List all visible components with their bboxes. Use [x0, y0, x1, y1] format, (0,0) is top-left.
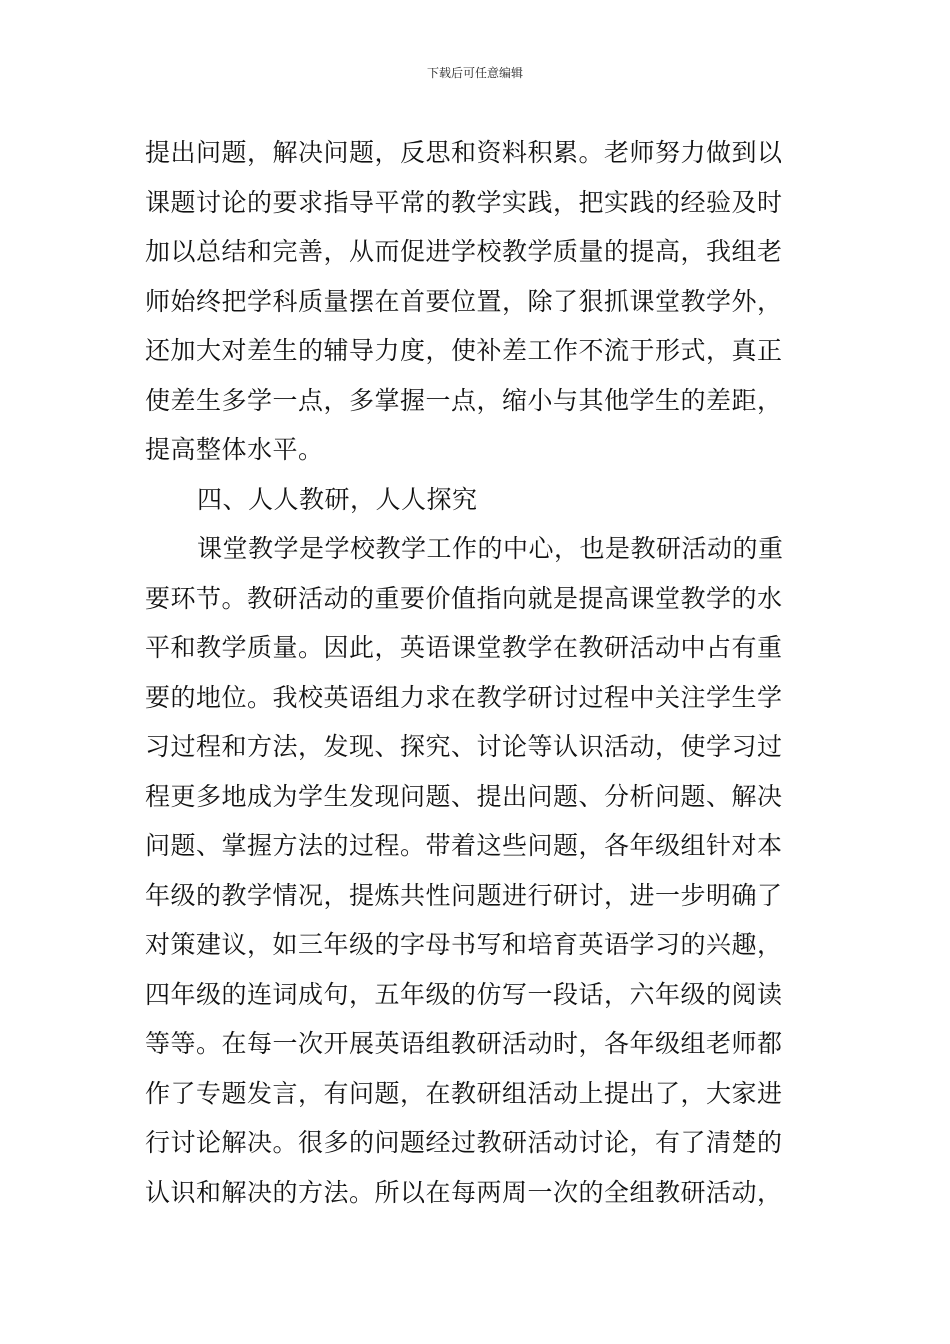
- text-line: 四年级的连词成句，五年级的仿写一段话，六年级的阅读: [145, 979, 783, 1009]
- text-line: 习过程和方法，发现、探究、讨论等认识活动，使学习过: [145, 732, 783, 761]
- text-line: 年级的教学情况，提炼共性问题进行研讨，进一步明确了: [145, 880, 783, 910]
- text-line: 还加大对差生的辅导力度，使补差工作不流于形式，真正: [145, 336, 783, 365]
- text-line: 提出问题，解决问题，反思和资料积累。老师努力做到以: [145, 138, 783, 167]
- text-line: 加以总结和完善，从而促进学校教学质量的提高，我组老: [145, 237, 783, 266]
- text-line: 认识和解决的方法。所以在每两周一次的全组教研活动，: [145, 1177, 783, 1207]
- page-header: 下载后可任意编辑: [426, 66, 523, 80]
- text-line: 平和教学质量。因此，英语课堂教学在教研活动中占有重: [145, 633, 783, 662]
- document-body: [145, 128, 810, 1217]
- text-line: 要环节。教研活动的重要价值指向就是提高课堂教学的水: [145, 583, 783, 613]
- text-line: 程更多地成为学生发现问题、提出问题、分析问题、解决: [145, 781, 783, 811]
- text-line: 对策建议，如三年级的字母书写和培育英语学习的兴趣，: [145, 930, 783, 959]
- text-line: 作了专题发言，有问题，在教研组活动上提出了，大家进: [145, 1078, 783, 1108]
- text-line: 课题讨论的要求指导平常的教学实践，把实践的经验及时: [145, 187, 783, 217]
- text-line: 要的地位。我校英语组力求在教学研讨过程中关注学生学: [145, 682, 783, 712]
- text-line: 课堂教学是学校教学工作的中心，也是教研活动的重: [197, 534, 784, 563]
- text-line: 四、人人教研，人人探究: [197, 484, 478, 514]
- text-line: 问题、掌握方法的过程。带着这些问题，各年级组针对本: [145, 831, 783, 860]
- text-line: 提高整体水平。: [145, 435, 324, 464]
- text-line: 等等。在每一次开展英语组教研活动时，各年级组老师都: [145, 1029, 783, 1058]
- text-line: 行讨论解决。很多的问题经过教研活动讨论，有了清楚的: [145, 1128, 783, 1157]
- text-line: 使差生多学一点，多掌握一点，缩小与其他学生的差距，: [145, 385, 783, 415]
- text-line: 师始终把学科质量摆在首要位置，除了狠抓课堂教学外，: [145, 286, 783, 316]
